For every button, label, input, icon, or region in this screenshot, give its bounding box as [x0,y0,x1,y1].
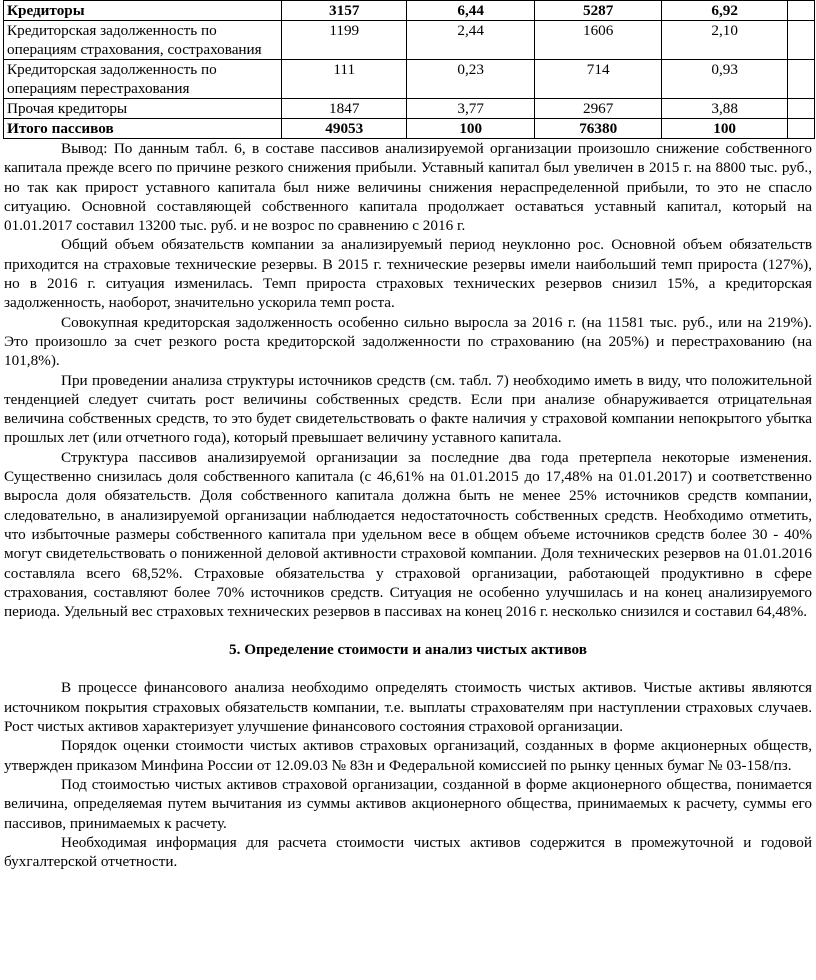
table-row [4,1,815,21]
share-2015-cell: 2,44 [407,21,534,60]
share-2016-cell: 2,10 [662,21,787,60]
empty-cell [787,21,814,60]
paragraph-obligations: Общий объем обязательств компании за анализируемый период неуклонно рос. Основной объем обязательств приходится на страховые технические резервы. В 2015 г. технические резервы имели наибольший темп прироста (127%), но в 2016 г. ситуация изменилась. Темп прироста страховых технических резервов снизил 15%, а кредиторская задолженность, наоборот, значительно ускорила темп роста. [4,236,812,312]
table-row [4,99,815,119]
section-heading: 5. Определение стоимости и анализ чистых активов [229,641,587,659]
row-name-cell: Кредиторская задолженность по операциям страхования, сострахования [4,21,282,60]
value-2016-cell: 76380 [534,119,661,139]
empty-cell [787,1,814,21]
paragraph-liabilities-structure: Структура пассивов анализируемой организации за последние два года претерпела некоторые изменения. Существенно снизилась доля собственного капитала (с 46,61% на 01.01.2015 до 17,48% на 01.01.2017) и соответственно выросла доля обязательств. Доля собственного капитала должна быть не менее 25% источников средств компании, следовательно, в анализируемой организации наблюдается недостаточность собственных средств. Необходимо отметить, что избыточные размеры собственного капитала при удельном весе в общем объеме источников средств более 30 - 40% могут свидетельствовать о пониженной деловой активности страховой компании. Доля технических резервов на 01.01.2016 составляла всего 68,52%. Страховые обязательства у страховой организации, работающей продуктивно в сфере страхования, составляют более 70% источников средств. Ситуация не особенно улучшилась и на конец анализируемого периода. Удельный вес страховых технических резервов в пассивах на конец 2016 г. несколько снизился и составил 64,48%. [4,448,812,621]
value-2016-cell: 1606 [534,21,661,60]
paragraph-conclusion: Вывод: По данным табл. 6, в составе пассивов анализируемой организации произошло снижение собственного капитала прежде всего по причине резкого снижения прибыли. Уставный капитал был увеличен в 2015 г. на 8800 тыс. руб., но так как прирост уставного капитала был ниже величины снижения нераспределенной прибыли, то это не спасло ситуацию. Основной составляющей собственного капитала продолжает оставаться уставный капитал, который на 01.01.2017 составил 13200 тыс. руб. и не возрос по сравнению с 2016 г. [4,140,812,235]
row-name-cell: Итого пассивов [4,119,282,139]
document-page [4,0,812,871]
value-2016-cell: 714 [534,60,661,99]
share-2016-cell: 100 [662,119,787,139]
value-2015-cell: 3157 [282,1,407,21]
row-name-cell: Прочая кредиторы [4,99,282,119]
paragraph-structure-analysis: При проведении анализа структуры источников средств (см. табл. 7) необходимо иметь в виду, что положительной тенденцией следует считать рост величины собственных средств. Если при анализе обнаруживается отрицательная величина собственных средств, то это будет свидетельствовать о факте наличия у страховой компании непокрытого убытка прошлых лет (или отчетного года), который превышает величину уставного капитала. [4,371,812,447]
value-2015-cell: 1199 [282,21,407,60]
share-2016-cell: 3,88 [662,99,787,119]
table-row [4,119,815,139]
paragraph-net-assets-intro: В процессе финансового анализа необходимо определять стоимость чистых активов. Чистые активы являются источником покрытия страховых обязательств компании, т.е. выплаты страхователям при наступлении страховых случаев. Рост чистых активов характеризует улучшение финансового состояния страховой организации. [4,679,812,736]
empty-cell [787,60,814,99]
paragraph-payables: Совокупная кредиторская задолженность особенно сильно выросла за 2016 г. (на 11581 тыс. руб., или на 219%). Это произошло за счет резкого роста кредиторской задолженности по страхованию (на 205%) и перестрахованию (на 101,8%). [4,313,812,370]
empty-cell [787,99,814,119]
value-2015-cell: 111 [282,60,407,99]
value-2016-cell: 5287 [534,1,661,21]
value-2015-cell: 49053 [282,119,407,139]
share-2015-cell: 100 [407,119,534,139]
table-row [4,60,815,99]
share-2015-cell: 6,44 [407,1,534,21]
body-text [4,139,812,871]
value-2015-cell: 1847 [282,99,407,119]
share-2015-cell: 0,23 [407,60,534,99]
paragraph-net-assets-definition: Под стоимостью чистых активов страховой организации, созданной в форме акционерного общества, понимается величина, определяемая путем вычитания из суммы активов акционерного общества, принимаемых к расчету, суммы его пассивов, принимаемых к расчету. [4,775,812,832]
paragraph-valuation-order: Порядок оценки стоимости чистых активов страховых организаций, созданных в форме акционерных обществ, утвержден приказом Минфина России от 12.09.03 № 83н и Федеральной комиссией по рынку ценных бумаг № 03-158/пз. [4,737,812,774]
row-name-cell: Кредиторы [4,1,282,21]
share-2015-cell: 3,77 [407,99,534,119]
table-row [4,21,815,60]
value-2016-cell: 2967 [534,99,661,119]
share-2016-cell: 0,93 [662,60,787,99]
paragraph-information-source: Необходимая информация для расчета стоимости чистых активов содержится в промежуточной и годовой бухгалтерской отчетности. [4,833,812,871]
liabilities-table [3,0,815,139]
share-2016-cell: 6,92 [662,1,787,21]
empty-cell [787,119,814,139]
row-name-cell: Кредиторская задолженность по операциям перестрахования [4,60,282,99]
